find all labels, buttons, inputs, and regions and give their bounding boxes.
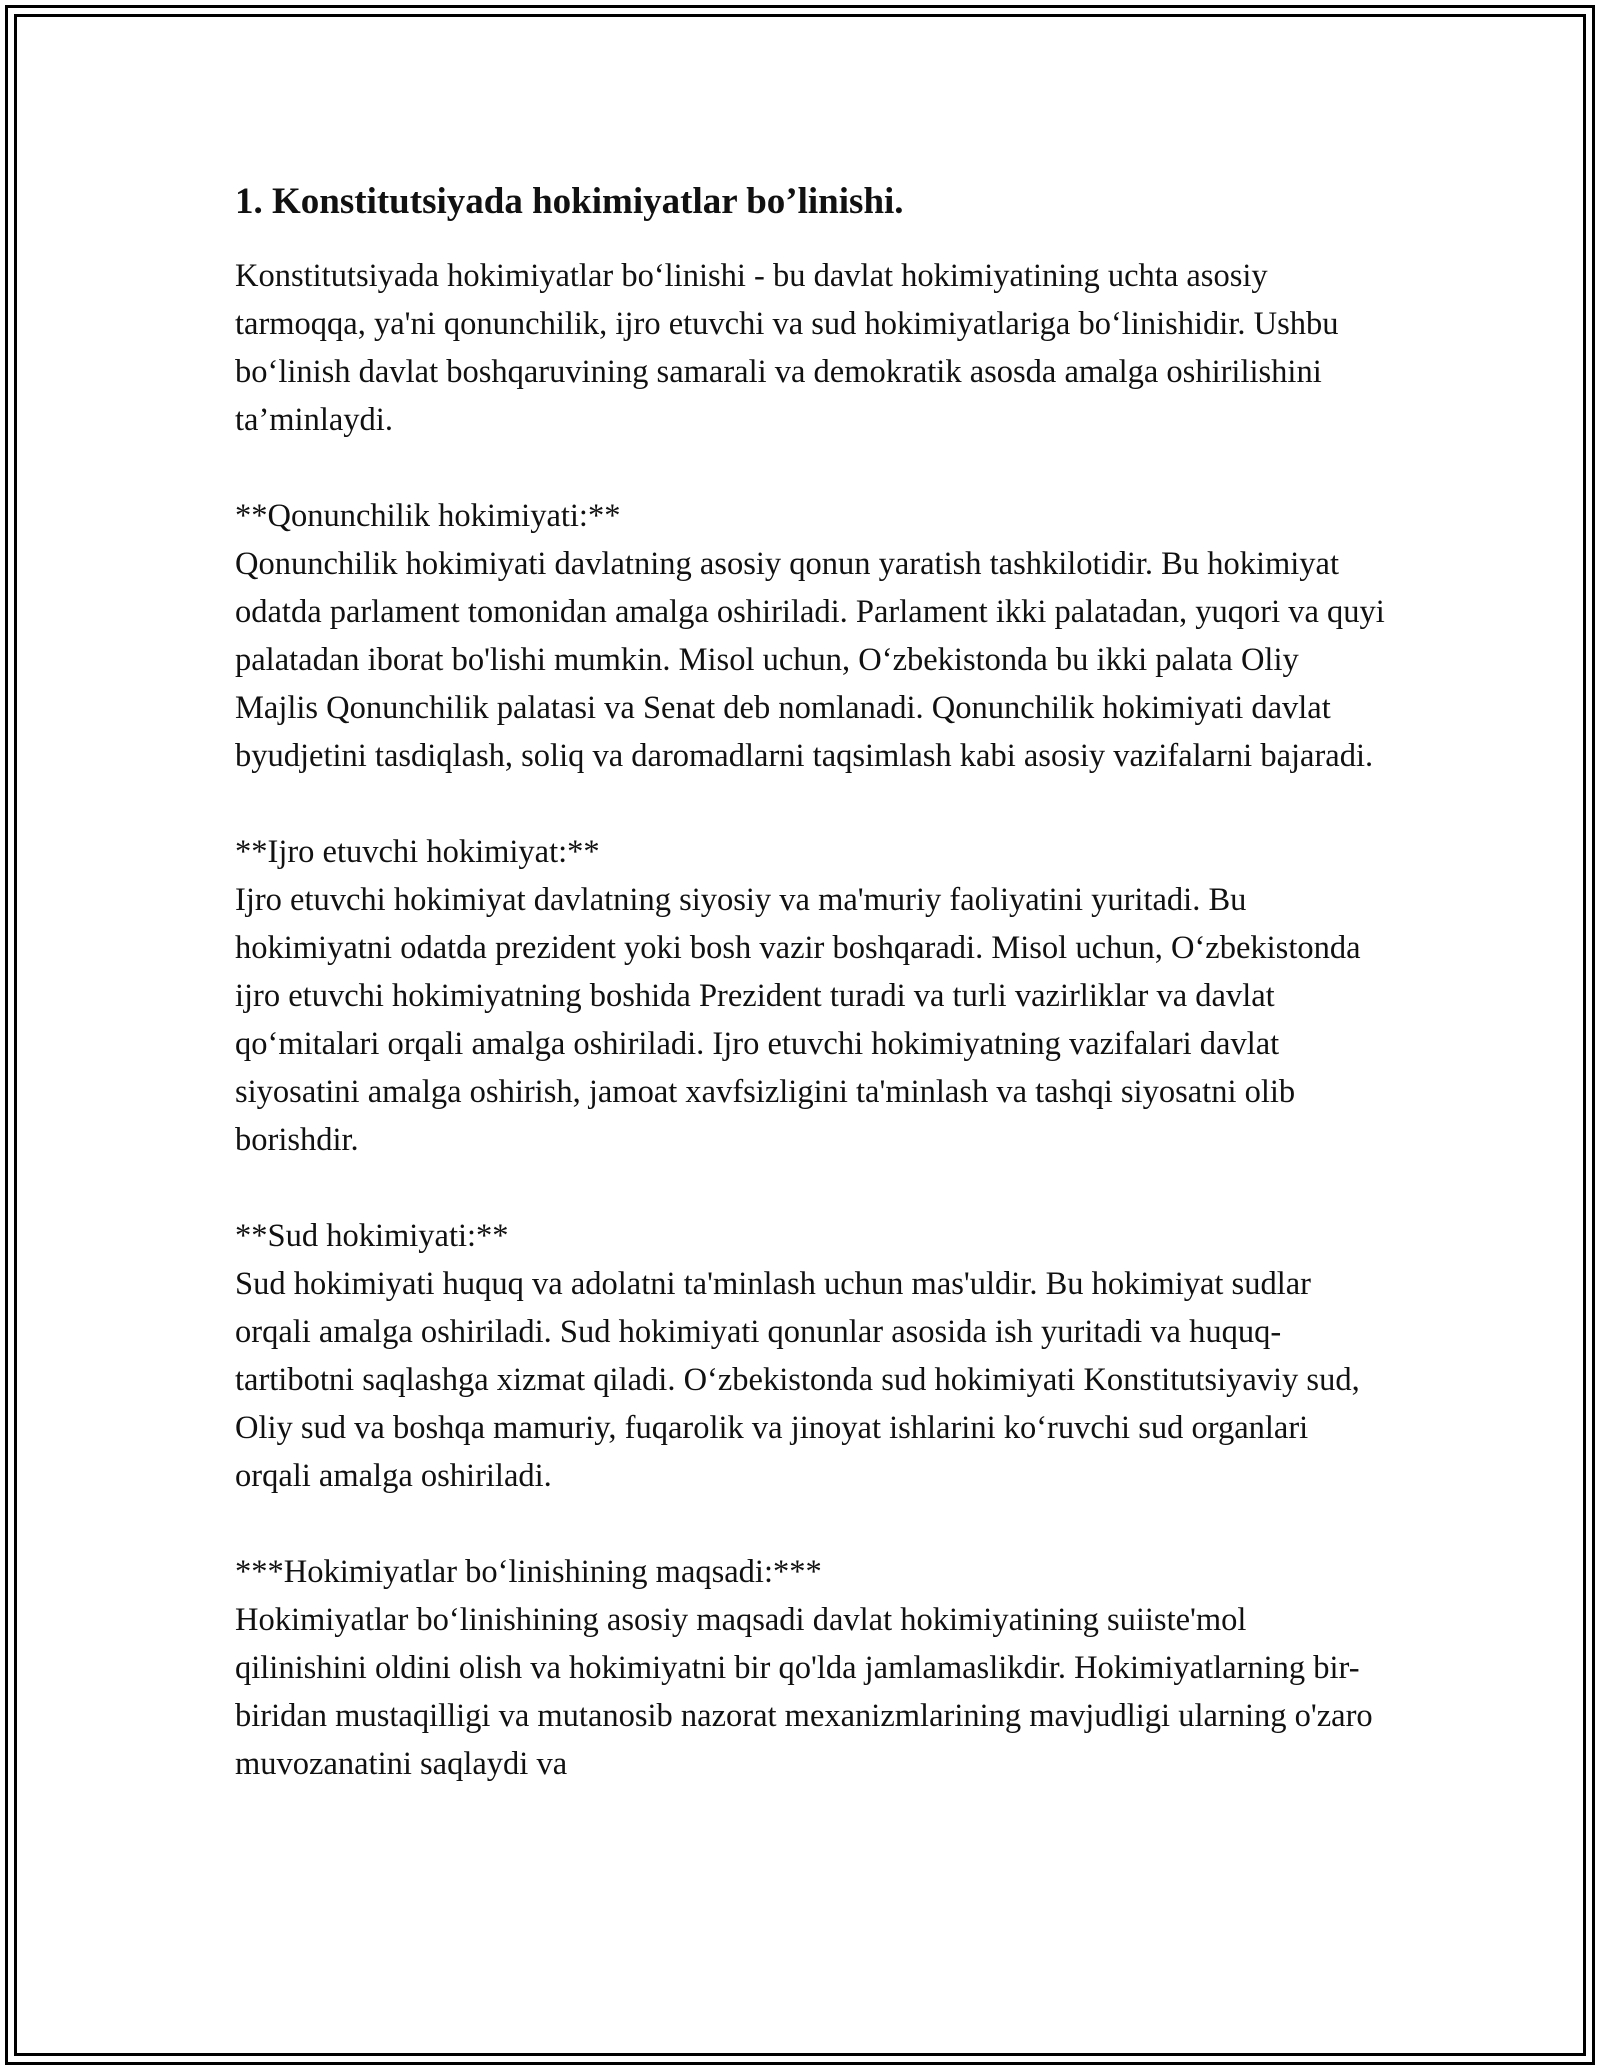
paragraph-gap	[235, 1164, 1385, 1212]
section-body: Sud hokimiyati huquq va adolatni ta'minlash uchun mas'uldir. Bu hokimiyat sudlar orqali amalga oshiriladi. Sud hokimiyati qonunlar asosida ish yuritadi va huquq-tartibotni saqlashga xizmat qiladi. Oʻzbekistonda sud hokimiyati Konstitutsiyaviy sud, Oliy sud va boshqa mamuriy, fuqarolik va jinoyat ishlarini koʻruvchi sud organlari orqali amalga oshiriladi.	[235, 1266, 1360, 1495]
section-body: Qonunchilik hokimiyati davlatning asosiy qonun yaratish tashkilotidir. Bu hokimiyat odatda parlament tomonidan amalga oshiriladi. Parlament ikki palatadan, yuqori va quyi palatadan iborat bo'lishi mumkin. Misol uchun, Oʻzbekistonda bu ikki palata Oliy Majlis Qonunchilik palatasi va Senat deb nomlanadi. Qonunchilik hokimiyati davlat byudjetini tasdiqlash, soliq va daromadlarni taqsimlash kabi asosiy vazifalarni bajaradi.	[235, 546, 1385, 775]
section-heading: ***Hokimiyatlar boʻlinishining maqsadi:***	[235, 1554, 822, 1591]
document-title: 1. Konstitutsiyada hokimiyatlar bo’linishi.	[235, 181, 904, 222]
intro-paragraph: Konstitutsiyada hokimiyatlar boʻlinishi - bu davlat hokimiyatining uchta asosiy tarmoqqa, ya'ni qonunchilik, ijro etuvchi va sud hokimiyatlariga boʻlinishidir. Ushbu boʻlinish davlat boshqaruvining samarali va demokratik asosda amalga oshirilishini ta’minlaydi.	[235, 258, 1339, 439]
section-heading: **Ijro etuvchi hokimiyat:**	[235, 834, 600, 871]
paragraph-gap	[235, 444, 1385, 492]
section-judicial	[235, 1212, 1385, 1500]
section-body: Hokimiyatlar boʻlinishining asosiy maqsadi davlat hokimiyatining suiiste'mol qilinishini oldini olish va hokimiyatni bir qo'lda jamlamaslikdir. Hokimiyatlarning bir-biridan mustaqilligi va mutanosib nazorat mexanizmlarining mavjudligi ularning o'zaro muvozanatini saqlaydi va	[235, 1602, 1373, 1783]
paragraph-gap	[235, 780, 1385, 828]
section-executive	[235, 828, 1385, 1164]
section-body: Ijro etuvchi hokimiyat davlatning siyosiy va ma'muriy faoliyatini yuritadi. Bu hokimiyatni odatda prezident yoki bosh vazir boshqaradi. Misol uchun, Oʻzbekistonda ijro etuvchi hokimiyatning boshida Prezident turadi va turli vazirliklar va davlat qoʻmitalari orqali amalga oshiriladi. Ijro etuvchi hokimiyatning vazifalari davlat siyosatini amalga oshirish, jamoat xavfsizligini ta'minlash va tashqi siyosatni olib borishdir.	[235, 882, 1361, 1159]
section-heading: **Sud hokimiyati:**	[235, 1218, 509, 1255]
section-legislative	[235, 492, 1385, 780]
section-heading: **Qonunchilik hokimiyati:**	[235, 498, 621, 535]
section-purpose	[235, 1548, 1385, 1788]
paragraph-gap	[235, 1500, 1385, 1548]
document-body	[235, 180, 1385, 1788]
